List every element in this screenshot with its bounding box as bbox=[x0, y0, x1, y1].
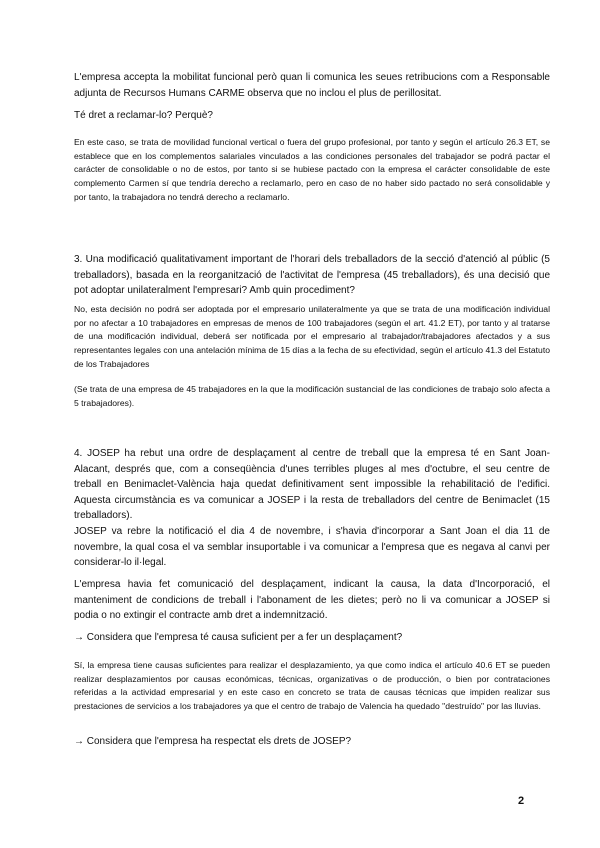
question-4: 4. JOSEP ha rebut una ordre de desplaçament al centre de treball que la empresa té en Sant Joan-Alacant, després que, com a conseqüència d'unes terribles pluges al mes d'octubre, el seu centre de treball en Benimaclet-València haja quedat definitivament sent impossible la rehabilitació de l'edifici. Aquesta circumstància es va comunicar a JOSEP i la resta de treballadors del centre de Benimaclet (15 treballadors). bbox=[74, 448, 550, 521]
statement-carme: L'empresa accepta la mobilitat funcional però quan li comunica les seues retribucions com a Responsable adjunta de Recursos Humans CARME observa que no inclou el plus de perillositat. bbox=[74, 72, 550, 99]
page-number: 2 bbox=[518, 795, 525, 807]
question-3: 3. Una modificació qualitativament important de l'horari dels treballadors de la secció d'atenció al públic (5 treballadors), basada en la reorganització de l'activitat de l'empresa (45 treballadors), és una decisió que pot adoptar unilateralment l'empresari? Amb quin procediment? bbox=[74, 254, 550, 296]
answer-4a: Sí, la empresa tiene causas suficientes para realizar el desplazamiento, ya que como indica el artículo 40.6 ET se pueden realizar desplazamientos por causas económicas, técnicas, organizativas o de producción, o bien por contrataciones referidas a la actividad empresarial y en este caso en concreto se trata de causas técnicas que impiden realizar sus prestaciones de servicios a los trabajadores ya que el centro de trabajo de Valencia ha quedado "destruído" por las lluvias. bbox=[74, 660, 550, 712]
answer-carme: En este caso, se trata de movilidad funcional vertical o fuera del grupo profesional, por tanto y según el artículo 26.3 ET, se establece que en los complementos salariales vinculados a las condiciones personales del trabajador se podrá pactar el carácter de consolidable o no de estos, por tanto si se hubiese pactado con la empresa el carácter consolidable de este complemento Carmen sí que tendría derecho a reclamarlo, pero en caso de no haber sido pactado no será consolidable y por tanto, la trabajadora no tendrá derecho a reclamarlo. bbox=[74, 137, 550, 202]
josep-notification: JOSEP va rebre la notificació el dia 4 de novembre, i s'havia d'incorporar a Sant Joan el dia 11 de novembre, la qual cosa el va semblar insuportable i va comunicar a l'empresa que es negava al canvi per considerar-lo il·legal. bbox=[74, 526, 550, 568]
answer-3-note: (Se trata de una empresa de 45 trabajadores en la que la modificación sustancial de las condiciones de trabajo solo afecta a 5 trabajadores). bbox=[74, 384, 550, 408]
question-4a: → Considera que l'empresa té causa suficient per a fer un desplaçament? bbox=[74, 632, 403, 643]
question-4b: → Considera que l'empresa ha respectat els drets de JOSEP? bbox=[74, 736, 352, 747]
answer-3: No, esta decisión no podrá ser adoptada por el empresario unilateralmente ya que se trata de una modificación individual por no afectar a 10 trabajadores en empresas de menos de 100 trabajadores (según el art. 41.2 ET), por tanto y al tratarse de una modificación individual, deberá ser notificada por el empresario al trabajador/trabajadores afectados y a sus representantes legales con una antelación mínima de 15 días a la fecha de su efectividad, según el artículo 41.3 del Estatuto de los Trabajadores bbox=[74, 304, 550, 369]
question-reclamar: Té dret a reclamar-lo? Perquè? bbox=[74, 110, 213, 121]
company-communication: L'empresa havia fet comunicació del desplaçament, indicant la causa, la data d'Incorporació, el manteniment de condicions de treball i l'abonament de les dietes; però no li va comunicar a JOSEP si podia o no extingir el contracte amb dret a indemnització. bbox=[74, 579, 550, 621]
